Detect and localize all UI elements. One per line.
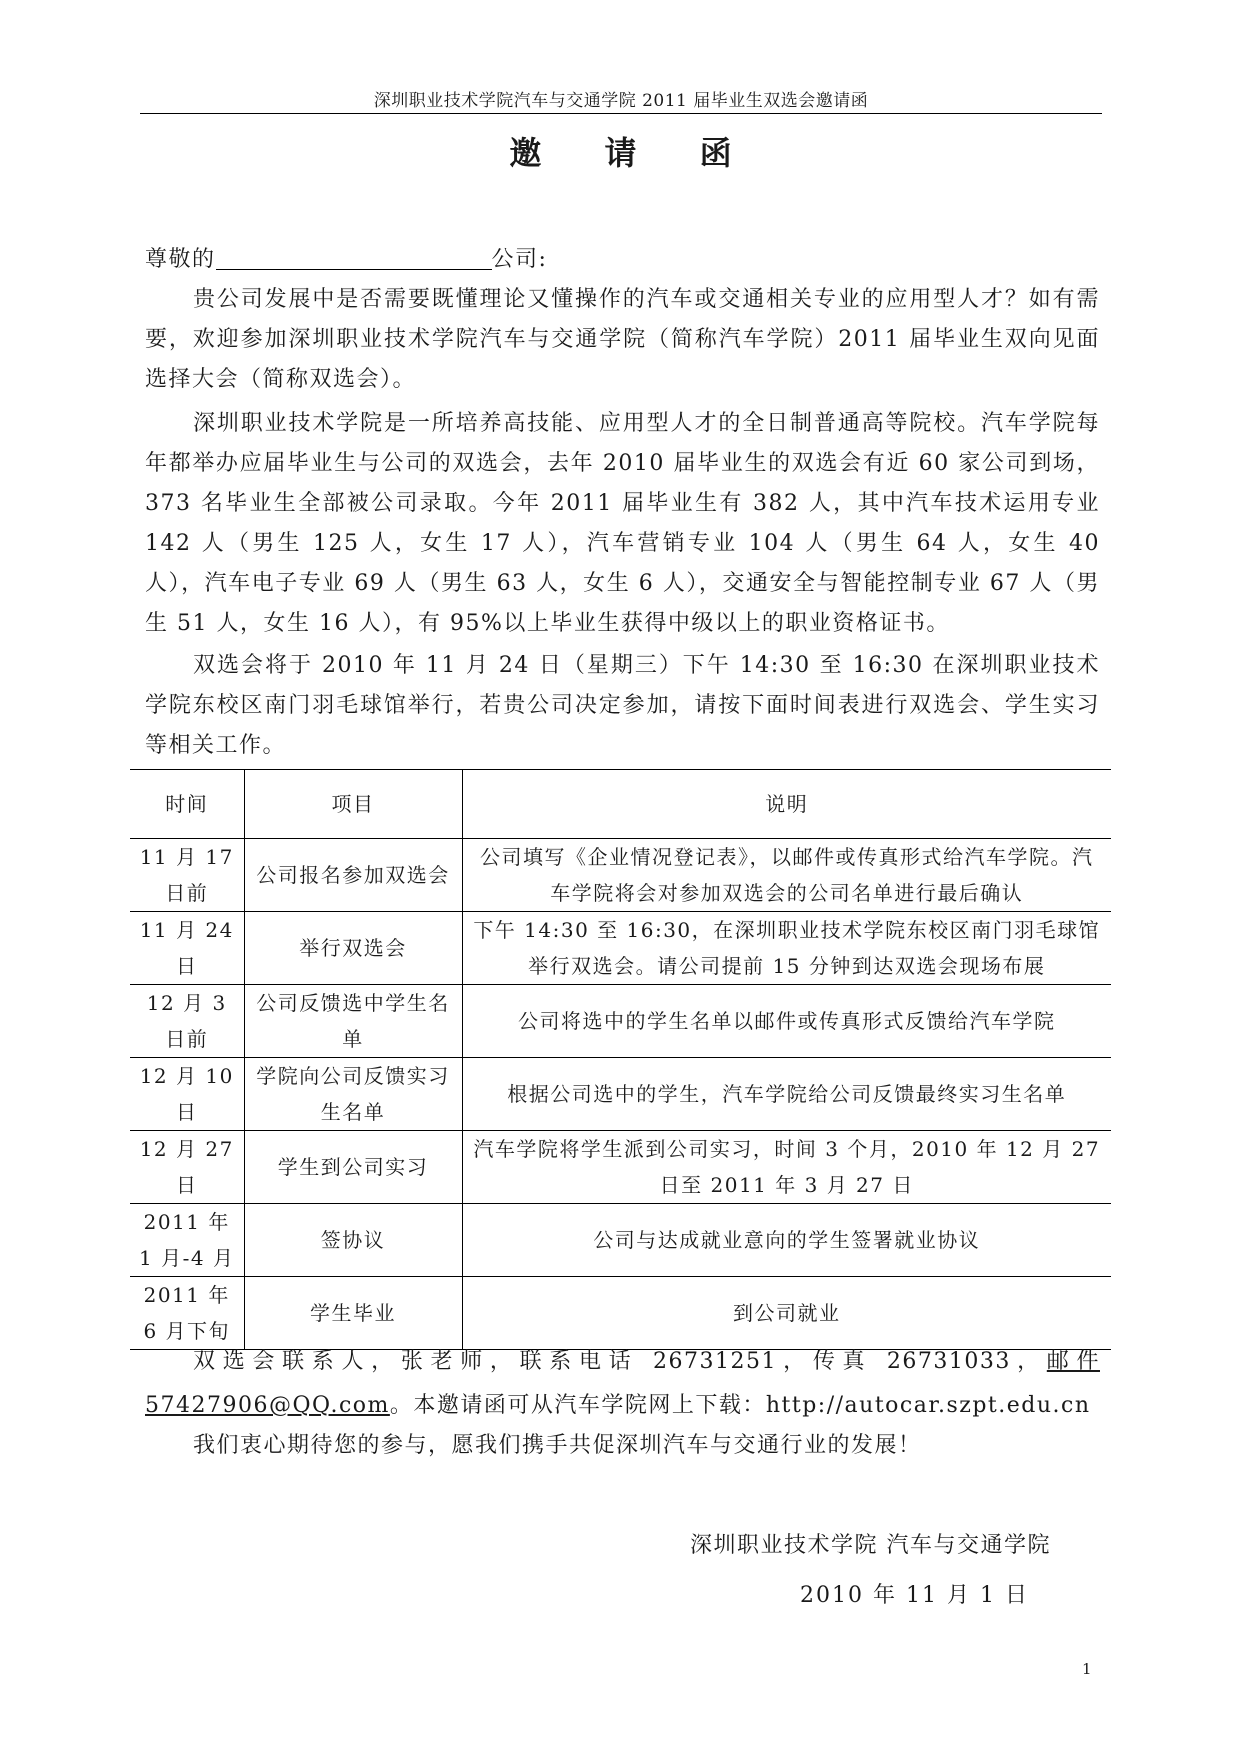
row-desc: 汽车学院将学生派到公司实习，时间 3 个月，2010 年 12 月 27 日至 2011 年 3 月 27 日 <box>462 1131 1111 1204</box>
page-header: 深圳职业技术学院汽车与交通学院 2011 届毕业生双选会邀请函 <box>373 91 869 111</box>
header-item: 项目 <box>244 770 462 839</box>
row-time: 11 月 17 日前 <box>130 839 244 912</box>
row-item: 学生到公司实习 <box>244 1131 462 1204</box>
row-time: 2011 年 6 月下旬 <box>130 1277 244 1350</box>
header-rule <box>140 113 1102 114</box>
row-desc: 公司填写《企业情况登记表》，以邮件或传真形式给汽车学院。汽车学院将会对参加双选会的公司名单进行最后确认 <box>462 839 1111 912</box>
table-header-row <box>130 770 1111 839</box>
paragraph-intro: 贵公司发展中是否需要既懂理论又懂操作的汽车或交通相关专业的应用型人才？如有需要，欢迎参加深圳职业技术学院汽车与交通学院（简称汽车学院）2011 届毕业生双向见面选择大会（简称双选会）。 <box>145 287 1100 392</box>
row-item: 公司报名参加双选会 <box>244 839 462 912</box>
row-desc: 公司与达成就业意向的学生签署就业协议 <box>462 1204 1111 1277</box>
page-number: 1 <box>1082 1660 1092 1678</box>
row-desc: 根据公司选中的学生，汽车学院给公司反馈最终实习生名单 <box>462 1058 1111 1131</box>
contact-paragraph <box>145 1340 1100 1428</box>
row-time: 11 月 24 日 <box>130 912 244 985</box>
signature-organization: 深圳职业技术学院 汽车与交通学院 <box>690 1533 1051 1558</box>
schedule-table <box>130 769 1111 1350</box>
row-item: 学生毕业 <box>244 1277 462 1350</box>
table-row <box>130 912 1111 985</box>
table-row <box>130 839 1111 912</box>
salutation <box>145 240 1100 280</box>
table-row <box>130 1058 1111 1131</box>
row-item: 举行双选会 <box>244 912 462 985</box>
row-desc: 公司将选中的学生名单以邮件或传真形式反馈给汽车学院 <box>462 985 1111 1058</box>
closing-paragraph: 我们衷心期待您的参与，愿我们携手共促深圳汽车与交通行业的发展！ <box>193 1433 922 1458</box>
salutation-prefix: 尊敬的 <box>145 247 216 272</box>
salutation-suffix: 公司: <box>491 247 548 272</box>
header-desc: 说明 <box>462 770 1111 839</box>
signature-date: 2010 年 11 月 1 日 <box>800 1583 1029 1608</box>
header-time: 时间 <box>130 770 244 839</box>
row-time: 12 月 27 日 <box>130 1131 244 1204</box>
contact-download: 。本邀请函可从汽车学院网上下载：http://autocar.szpt.edu.cn <box>389 1393 1091 1418</box>
table-row <box>130 1131 1111 1204</box>
contact-email-link[interactable]: 邮件 57427906@QQ.com <box>145 1349 1100 1418</box>
row-desc: 到公司就业 <box>462 1277 1111 1350</box>
table-row <box>130 1204 1111 1277</box>
row-desc: 下午 14:30 至 16:30，在深圳职业技术学院东校区南门羽毛球馆举行双选会。请公司提前 15 分钟到达双选会现场布展 <box>462 912 1111 985</box>
paragraph-event: 双选会将于 2010 年 11 月 24 日（星期三）下午 14:30 至 16:30 在深圳职业技术学院东校区南门羽毛球馆举行，若贵公司决定参加，请按下面时间表进行双选会、学生实习等相关工作。 <box>145 653 1100 758</box>
document-title: 邀 请 函 <box>509 134 758 172</box>
row-item: 签协议 <box>244 1204 462 1277</box>
table-row <box>130 1277 1111 1350</box>
row-time: 2011 年 1 月-4 月 <box>130 1204 244 1277</box>
row-time: 12 月 10 日 <box>130 1058 244 1131</box>
company-name-blank <box>216 243 492 270</box>
row-item: 学院向公司反馈实习生名单 <box>244 1058 462 1131</box>
table-row <box>130 985 1111 1058</box>
row-time: 12 月 3 日前 <box>130 985 244 1058</box>
paragraph-school: 深圳职业技术学院是一所培养高技能、应用型人才的全日制普通高等院校。汽车学院每年都举办应届毕业生与公司的双选会，去年 2010 届毕业生的双选会有近 60 家公司到场，373 名毕业生全部被公司录取。今年 2011 届毕业生有 382 人，其中汽车技术运用专业 142 人（男生 125 人，女生 17 人），汽车营销专业 104 人（男生 64 人，女生 40 人），汽车电子专业 69 人（男生 63 人，女生 6 人），交通安全与智能控制专业 67 人（男生 51 人，女生 16 人），有 95%以上毕业生获得中级以上的职业资格证书。 <box>145 411 1100 636</box>
row-item: 公司反馈选中学生名单 <box>244 985 462 1058</box>
contact-text: 双选会联系人，张老师，联系电话 26731251，传真 26731033， <box>193 1349 1047 1374</box>
